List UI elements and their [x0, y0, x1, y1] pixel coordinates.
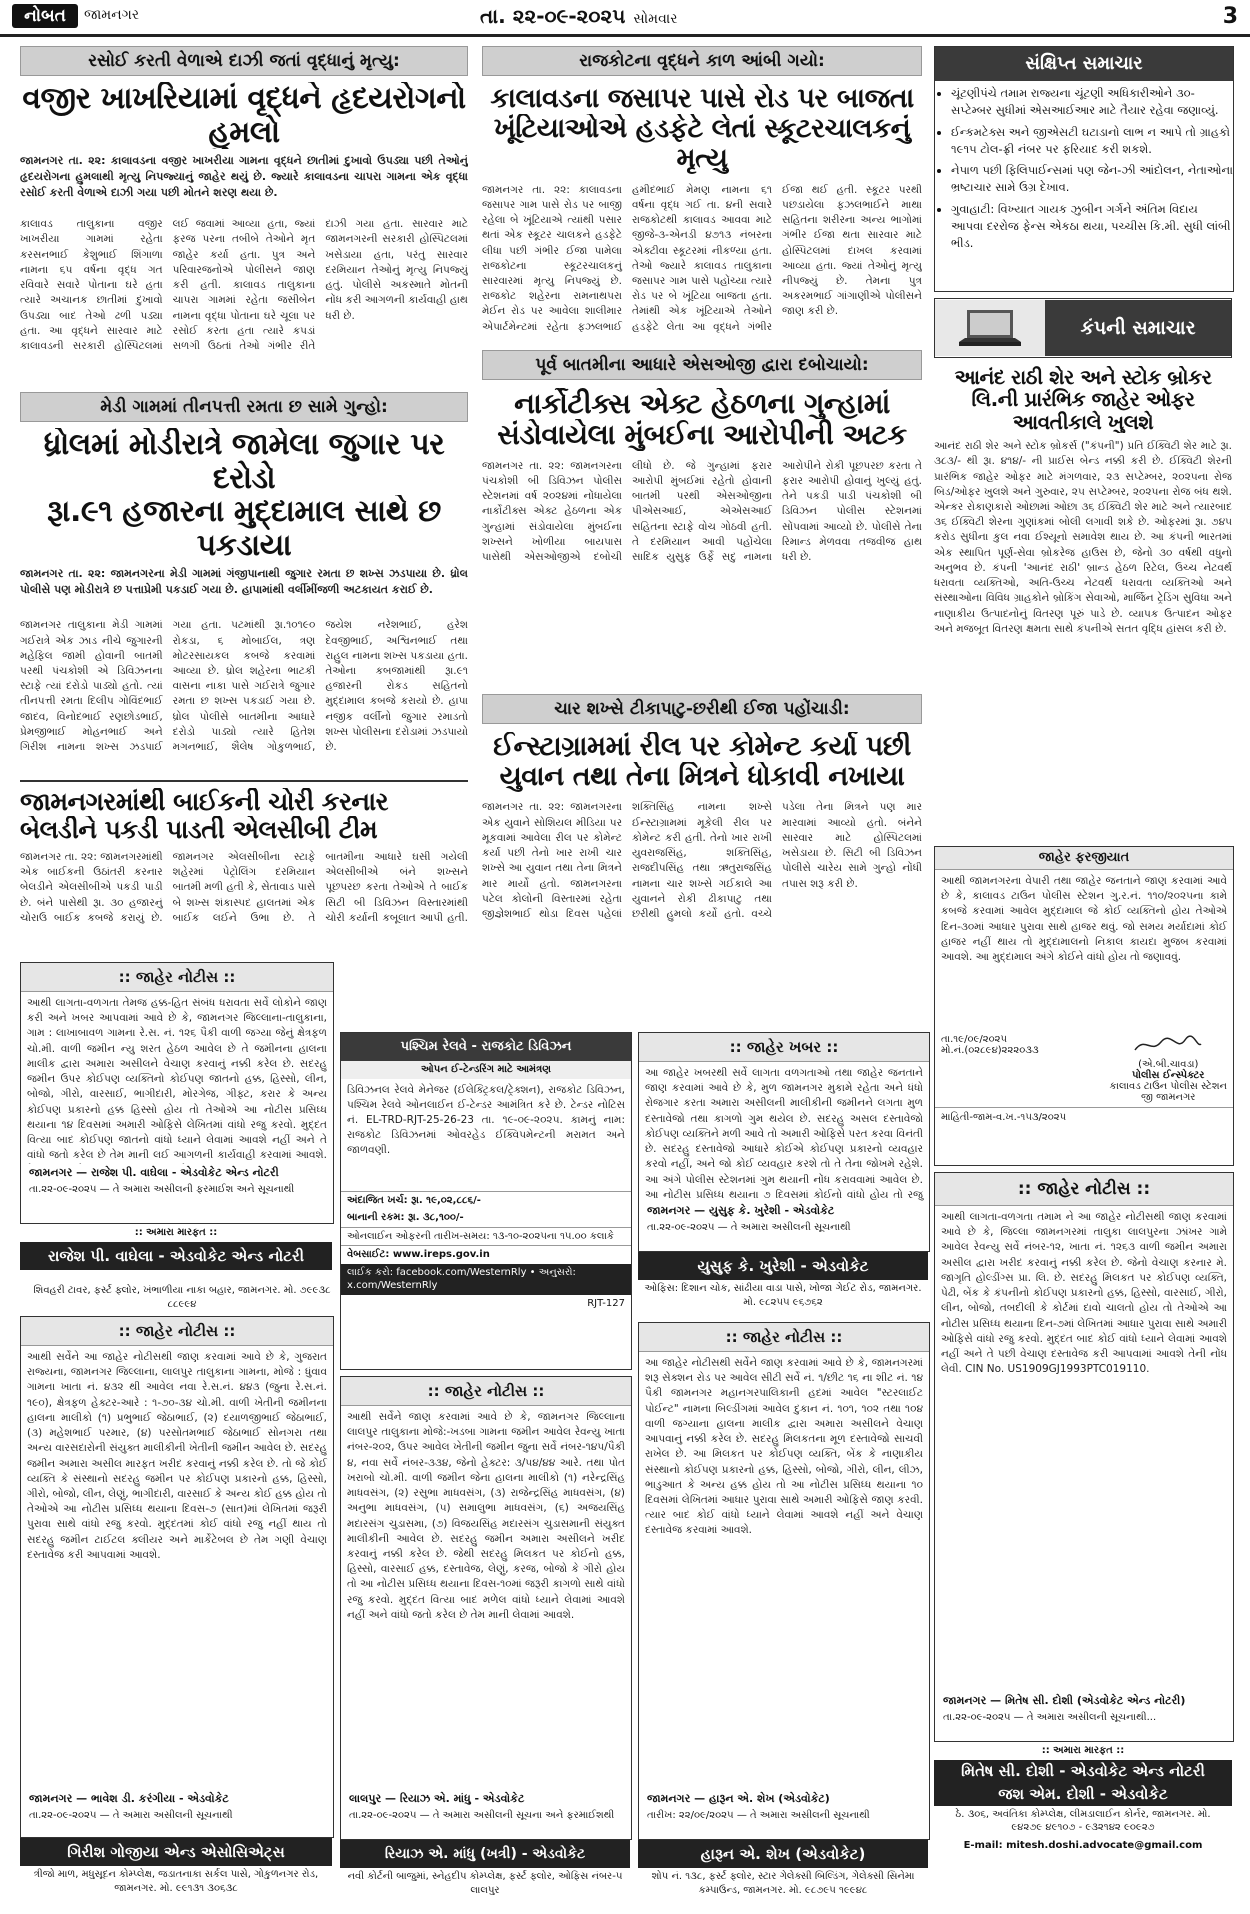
paper-logo: નોબત: [12, 4, 78, 28]
notice-firm-name: ગિરીશ ગોજીયા એન્ડ એસોસિએટ્સ: [20, 1838, 332, 1866]
company-news-header: [934, 298, 1232, 358]
notice-client: તે અમારા અસીલની સૂચનાથી...: [1026, 1712, 1157, 1723]
article-lead: જામનગર તા. ૨૨: જામનગરના મેડી ગામમાં ગંજીપાનાથી જુગાર રમતા છ શખ્સ ઝડપાયા છે. ધ્રોલ પોલીસે પણ મોડીરાત્રે છ પત્તાપ્રેમી પકડાઈ ગયા છે. હાપામાંથી વર્લીમીંજળી અટકાયત કરાઈ છે.: [20, 567, 468, 597]
company-news: [934, 298, 1232, 838]
notice-email[interactable]: E-mail: mitesh.doshi.advocate@gmail.com: [963, 1839, 1203, 1851]
police-body: આથી જામનગરના વેપારી તથા જાહેર જનતાને જાણ કરવામાં આવે છે કે, કાલાવડ ટાઉન પોલીસ સ્ટેશન ગુ.ર.નં. ૧૧૦/૨૦૨૫ના કામે કબજે કરવામાં આવેલ મુદ્દામાલ જે કોઈ વ્યક્તિનો હોય તેઓએ દિન-૩૦માં આધાર પુરાવા સાથે હાજર થવું. જો સમય મર્યાદામાં કોઈ હાજર નહીં થાય તો મુદ્દામાલનો નિકાલ કાયદા મુજબ કરવામાં આવશે. આ મુદ્દામાલ અંગે કોઈને વાંધો હોય તો જણાવવું.: [941, 875, 1227, 964]
article-body: કાલાવડ તાલુકાના વજીર ખાખરીયા ગામમાં રહેતા કરસનભાઈ કેશુભાઈ શિંગાળા નામના ૬૫ વર્ષના વૃદ્ધ ગત રવિવારે સવારે પોતાના ઘરે હતા ત્યારે અચાનક છાતીમાં દુખાવો ઉપડ્યા બાદ તેઓ ઢળી પડ્યા હતા. આ વૃદ્ધને સારવાર માટે કાલાવડની સરકારી હોસ્પિટલમાં લઈ જવામાં આવ્યા હતા, જ્યાં ફરજ પરના તબીબે તેઓને મૃત જાહેર કર્યા હતા. પુત્ર અને પરિવારજનોએ પોલીસને જાણ કરી હતી. કાલાવડ તાલુકાના ચાપરા ગામમાં રહેતા જસીબેન નામના વૃદ્ધા પોતાના ઘરે ચૂલા પર રસોઈ કરતા હતા ત્યારે કપડાં સળગી ઉઠતાં તેઓ ગંભીર રીતે દાઝી ગયા હતા. સારવાર માટે જામનગરની સરકારી હોસ્પિટલમાં ખસેડાયા હતા, પરંતુ સારવાર દરમિયાન તેઓનું મૃત્યુ નિપજ્યું હતું. પોલીસે અકસ્માતે મોતની નોંધ કરી આગળની કાર્યવાહી હાથ ધરી છે.: [20, 218, 468, 352]
notice-firm-name-2: જશ એમ. દોશી - એડવોકેટ: [934, 1782, 1232, 1806]
article-body: જામનગર તા. ૨૨: જામનગરના એક યુવાને સોશિયલ મીડિયા પર મૂકવામાં આવેલા રીલ પર કોમેન્ટ કર્યા પછી તેનો ખાર રાખી ચાર શખ્સે આ યુવાન તથા તેના મિત્રને માર માર્યો હતો. જામનગરના પટેલ કોલોની વિસ્તારમાં રહેતા જીજ્ઞેશભાઈ થોડા દિવસ પહેલાં શક્તિસિંહ નામના શખ્સે ઈન્સ્ટાગ્રામમાં મૂકેલી રીલ પર કોમેન્ટ કરી હતી. તેનો ખાર રાખી યુવરાજસિંહ, શક્તિસિંહ, રાજદીપસિંહ તથા ઋતુરાજસિંહ નામના ચાર શખ્સે ગઈકાલે આ યુવાનને રોકી ઢીકાપાટુ તથા છરીથી હુમલો કર્યો હતો. વચ્ચે પડેલા તેના મિત્રને પણ માર મારવામાં આવ્યો હતો. બંનેને સારવાર માટે હોસ્પિટલમાં ખસેડાયા છે. સિટી બી ડિવિઝન પોલીસે ચારેય સામે ગુન્હો નોંધી તપાસ શરૂ કરી છે.: [482, 801, 922, 920]
notice-karangiya: [20, 1316, 334, 1838]
notice-signatory: યુસુફ કે. ખુરેશી - એડવોકેટ: [708, 1204, 835, 1217]
police-rank: પોલીસ ઈન્સ્પેક્ટર: [1132, 1070, 1205, 1081]
notice-title: :: જાહેર નોટીસ ::: [639, 1323, 929, 1352]
notice-via: :: અમારા મારફત ::: [1041, 1745, 1125, 1756]
notice-riyaz-mandhu: [340, 1376, 632, 1840]
notice-footer-rajesh: [20, 1224, 332, 1280]
tender-closing: ઓનલાઈન ઓફરની તારીખ-સમય: ૧૩-૧૦-૨૦૨૫ના ૧૫.૦૦ કલાકે: [341, 1227, 631, 1246]
notice-place-text: જામનગર: [29, 1792, 73, 1805]
notice-place: જામનગર — મિતેષ સી. દોશી (એડવોકેટ એન્ડ નોટરી): [943, 1694, 1186, 1707]
article-headline: ધ્રોલમાં મોડીરાત્રે જામેલા જુગાર પર દરોડો: [43, 428, 445, 496]
article-subheadline: રૂા.૯૧ હજારના મુદ્દામાલ સાથે છ પકડાયા: [47, 495, 441, 563]
article-bike-theft: [20, 780, 468, 958]
notice-firm-name: યુસુફ કે. ખુરેશી - એડવોકેટ: [638, 1252, 928, 1280]
issue-date: તા. ૨૨-૦૯-૨૦૨૫: [480, 4, 626, 28]
article-body: જામનગર તાલુકાના મેડી ગામમાં ગઈરાત્રે એક ઝાડ નીચે જુગારની મહેફિલ જામી હોવાની બાતમી પરથી પંચકોશી એ ડિવિઝનના સ્ટાફે ત્યાં દરોડો પાડ્યો હતો. ત્યાં તીનપત્તી રમતા દિલીપ ગોવિંદભાઈ જાદવ, વિનોદભાઈ રણછોડભાઈ, પ્રેમજીભાઈ મોહનભાઈ અને ગિરીશ નામના શખ્સ ઝડપાઈ ગયા હતા. પટમાંથી રૂા.૧૦૧૯૦ રોકડા, ૬ મોબાઈલ, ત્રણ મોટરસાયકલ કબજે કરવામાં આવ્યા છે. ધ્રોલ શહેરના ભાટકી વાસના નાકા પાસે ગઈરાત્રે જુગાર રમતા છ શખ્સ પકડાઈ ગયા છે. ધ્રોલ પોલીસે બાતમીના આધારે દરોડો પાડ્યો ત્યારે હિતેશ મગનભાઈ, શૈલેષ ગોકુળભાઈ, જયેશ નરેશભાઈ, હરેશ દેવજીભાઈ, અશ્વિનભાઈ તથા રાહુલ નામના શખ્સ પકડાયા હતા. તેઓના કબજામાંથી રૂા.૯૧ હજારની રોકડ સહિતનો મુદ્દામાલ કબજે કરાયો છે. હાપા નજીક વર્લીનો જુગાર રમાડતો શખ્સ પોલીસના દરોડામાં ઝડપાયો છે.: [20, 619, 468, 754]
notice-title: :: જાહેર નોટીસ ::: [21, 963, 333, 992]
notice-date: તા.૨૨-૦૯-૨૦૨૫: [29, 1184, 97, 1195]
police-date: તા.૧૯/૦૯/૨૦૨૫: [941, 1034, 1008, 1045]
article-subheadline: યુવાન તથા તેના મિત્રને ધોકાવી નખાયા: [499, 762, 905, 793]
article-strap: રાજકોટના વૃદ્ધને કાળ આંબી ગયો:: [482, 46, 922, 76]
notice-client: તે અમારા અસીલની ફરમાઈશ અને સૂચનાથી: [112, 1184, 295, 1195]
notice-signatory: હારૂન એ. શેખ (એડવોકેટ): [708, 1792, 830, 1805]
police-sign: [1110, 1034, 1228, 1103]
tender-website[interactable]: વેબસાઈટ: www.ireps.gov.in: [341, 1245, 631, 1264]
notice-khabar-yusuf: [638, 1032, 930, 1252]
brief-item: • ચૂંટણીપંચે તમામ રાજ્યના ચૂંટણી અધિકારીઓને ૩૦-સપ્ટેમ્બર સુધીમાં એસઆઈઆર માટે તૈયાર રહેવા જણાવ્યું.: [951, 85, 1233, 120]
tender-body: ડિવિઝનલ રેલવે મેનેજર (ઈલેક્ટ્રિકલ/ટ્રેક્શન), રાજકોટ ડિવિઝન, પશ્ચિમ રેલવે ઓનલાઈન ઈ-ટેન્ડર આમંત્રિત કરે છે. ટેન્ડર નોટિસ નં. EL-TRD-RJT-25-26-23 તા. ૧૯-૦૯-૨૦૨૫. કામનું નામ: રાજકોટ ડિવિઝનમાં ઓવરહેડ ઈક્વિપમેન્ટની મરામત અને જાળવણી.: [347, 1083, 625, 1157]
notice-body: આથી લાગતા-વળગતા તમામ ને આ જાહેર નોટીસથી જાણ કરવામાં આવે છે કે, જિલ્લા જામનગરમાં તાલુકા લાલપુરના ઝાંખર ગામે આવેલ રેવન્યુ સર્વે નંબર-૧૨, ખાતા નં. ૧૨૬૩ વાળી જમીન અમારા અસીલ દ્વારા ખરીદ કરવાનું નક્કી કરેલ છે. જેનો વેચાણ કરનાર મે. જાગૃતિ હોલ્ડીંગ્સ પ્રા. લિ. છે. સદરહુ મિલકત પર કોઈપણ વ્યક્તિ, પેઢી, બેંક કે કંપનીનો કોઈપણ પ્રકારનો હક્ક, હિસ્સો, વારસાઈ, ગીરો, લીન, બોજો, તબદીલી કે કોર્ટમાં દાવો ચાલતો હોય તો તેઓએ આ નોટીસ પ્રસિધ્ધ થયાના દિન-૭માં લેખિતમાં આધાર પુરાવા સાથે અમારી ઓફિસે વાંધો રજુ કરવો. મુદ્દત બાદ કોઈ વાંધો ધ્યાને લેવામાં આવશે નહીં અને તે પછી વેચાણ દસ્તાવેજ કરી આપવામાં આવશે તેની નોંધ લેવી. CIN No. US1909GJ1993PTC019110.: [941, 1211, 1227, 1376]
masthead: [0, 0, 1250, 37]
article-subheadline: ખૂંટિયાઓએ હડફેટે લેતાં સ્કૂટરચાલકનું મૃત્યુ: [493, 114, 911, 175]
railway-tender: [340, 1032, 632, 1370]
notice-date-line: તા.૨૨-૦૯-૨૦૨૫ — તે અમારા અસીલની સૂચનાથી: [647, 1222, 851, 1233]
notice-title: :: જાહેર નોટીસ ::: [935, 1173, 1233, 1206]
notice-place: જામનગર — યુસુફ કે. ખુરેશી - એડવોકેટ: [647, 1204, 835, 1217]
tender-subtitle: ઓપન ઈ-ટેન્ડરિંગ માટે આમંત્રણ: [341, 1061, 631, 1079]
notice-client: તે અમારા અસીલની સૂચના અને ફરમાઈશથી: [432, 1810, 615, 1821]
laptop-icon: [935, 300, 1045, 356]
police-notice: [934, 846, 1234, 1166]
notice-date-line: તા.૨૨-૦૯-૨૦૨૫ — તે અમારા અસીલની સૂચનાથી: [29, 1810, 233, 1821]
article-headline: જામનગરમાંથી બાઈકની ચોરી કરનાર: [20, 788, 389, 816]
notice-firm-name: હારૂન એ. શેખ (એડવોકેટ): [638, 1840, 928, 1868]
notice-title: :: જાહેર નોટીસ ::: [21, 1317, 333, 1346]
notice-place-text: જામનગર: [29, 1166, 73, 1179]
article-strap: પૂર્વ બાતમીના આધારે એસઓજી દ્વારા દબોચાયો:: [482, 350, 922, 380]
notice-place-text: જામનગર: [647, 1792, 691, 1805]
article-subheadline: બેલડીને પકડી પાડતી એલસીબી ટીમ: [20, 816, 378, 844]
tender-title: પશ્ચિમ રેલવે - રાજકોટ ડિવિઝન: [341, 1033, 631, 1061]
notice-date: તારીખ: ૨૨/૦૯/૨૦૨૫: [647, 1810, 734, 1821]
notice-footer-riyaz: [340, 1840, 630, 1908]
notice-signatory: રિયાઝ એ. માંધુ - એડવોકેટ: [399, 1792, 525, 1805]
police-title: જાહેર ફરજીયાત: [935, 847, 1233, 870]
brief-item: • નેપાળ પછી ફિલિપાઈન્સમાં પણ જેન-ઝી આંદોલન, નેતાઓના ભ્રષ્ટાચાર સામે ઉગ્ર દેખાવ.: [951, 162, 1233, 197]
notice-title: :: જાહેર નોટીસ ::: [341, 1377, 631, 1406]
notice-address: ઓફિસ: દિશાન ચોક, સાંઢીયા વાડા પાસે, ખોજા ગેઈટ રોડ, જામનગર. મો. ૯૮૨૫૫ ૯૬૭૬૨: [644, 1283, 922, 1308]
notice-signatory: મિતેષ સી. દોશી (એડવોકેટ એન્ડ નોટરી): [1004, 1694, 1186, 1707]
notice-address: ત્રીજો માળ, મધુસૂદન કોમ્પ્લેક્ષ, જડાતનાકા સર્કલ પાસે, ગોકુળનગર રોડ, જામનગર. મો. ૯૯૧૩૧ ૩૦૬૩૮: [33, 1869, 319, 1894]
notice-signatory: ભાવેશ ડી. કરંગીયા - એડવોકેટ: [90, 1792, 229, 1805]
brief-title: સંક્ષિપ્ત સમાચાર: [935, 47, 1233, 81]
company-headline: આનંદ રાઠી શેર અને સ્ટોક બ્રોકર લિ.ની પ્રારંભિક જાહેર ઓફર આવતીકાલે ખુલશે: [954, 366, 1212, 434]
police-ref: માહિતી-જામ-વ.ખ.-૧૫૩/૨૦૨૫: [935, 1107, 1233, 1127]
article-dhrol-gambling: [20, 392, 468, 772]
notice-place-text: જામનગર: [647, 1204, 691, 1217]
article-vajir-khakhariya: [20, 46, 468, 386]
notice-date-line: તા.૨૨-૦૯-૨૦૨૫ — તે અમારા અસીલની ફરમાઈશ અને સૂચનાથી: [29, 1184, 295, 1195]
brief-list: [935, 85, 1233, 252]
notice-place: જામનગર — હારૂન એ. શેખ (એડવોકેટ): [647, 1792, 830, 1805]
article-body: જામનગર તા. ૨૨: જામનગરમાંથી એક બાઈકની ઉઠાંતરી કરનાર બેલડીને એલસીબીએ પકડી પાડી છે. બંને પાસેથી રૂા. ૩૦ હજારનું ચોરાઉ બાઈક કબજે કરાયું છે. જામનગર એલસીબીના સ્ટાફે શહેરમાં પેટ્રોલિંગ દરમિયાન બાતમી મળી હતી કે, સેતાવાડ પાસે બે શખ્સ શંકાસ્પદ હાલતમાં એક બાઈક લઈને ઉભા છે. તે બાતમીના આધારે ઘસી ગયેલી એલસીબીએ બંને શખ્સને પૂછપરછ કરતા તેઓએ તે બાઈક સિટી બી ડિવિઝન વિસ્તારમાંથી ચોરી કર્યાની કબૂલાત આપી હતી.: [20, 851, 468, 924]
article-strap: ચાર શખ્સે ટીકાપાટુ-છરીથી ઈજા પહોંચાડી:: [482, 694, 922, 724]
police-footer: [935, 1034, 1233, 1103]
notice-date: તા.૨૨-૦૯-૨૦૨૫: [943, 1712, 1011, 1723]
issue-day: સોમવાર: [633, 11, 678, 27]
police-left: [941, 1034, 1039, 1103]
notice-date: તા.૨૨-૦૯-૨૦૨૫: [647, 1222, 715, 1233]
article-headline: કાલાવડના જસાપર પાસે રોડ પર બાજતા: [490, 84, 914, 114]
brief-news: [934, 46, 1234, 292]
notice-footer-haroon: [638, 1840, 928, 1908]
notice-date: તા.૨૨-૦૯-૨૦૨૫: [29, 1810, 97, 1821]
article-body: જામનગર તા. ૨૨: કાલાવડના જસાપર ગામ પાસે રોડ પર બાજી રહેલા બે ખૂંટિયાએ ત્યાંથી પસાર થતાં એક સ્કૂટર ચાલકને હડફેટે લીધા પછી ગંભીર ઈજા પામેલા રાજકોટના સ્કૂટરચાલકનું સારવારમાં મૃત્યુ નિપજ્યું છે. રાજકોટ શહેરના રામનાથપરા મેઈન રોડ પર આવેલા શાલીમાર એપાર્ટમેન્ટમાં રહેતા ફઝલભાઈ હમીદભાઈ મેમણ નામના ૬૧ વર્ષના વૃદ્ધ ગઈ તા. ૪ની સવારે રાજકોટથી કાલાવડ આવવા માટે જીજે-૩-એનડી ૪૭૧૩ નંબરના એક્ટીવા સ્કૂટરમાં નીકળ્યા હતા. તેઓ જ્યારે કાલાવડ તાલુકાના જસાપર ગામ પાસે પહોંચ્યા ત્યારે રોડ પર બે ખૂંટિયા બાજતા હતા. તેમાંથી એક ખૂંટિયાએ તેઓને હડફેટે લેતા આ વૃદ્ધને ગંભીર ઈજા થઈ હતી. સ્કૂટર પરથી પછડાયેલા ફઝલભાઈને માથા સહિતના શરીરના અન્ય ભાગોમાં ગંભીર ઈજા થતા સારવાર માટે હોસ્પિટલમાં દાખલ કરવામાં આવ્યા હતા. જ્યાં તેઓનું મૃત્યુ નીપજ્યું છે. તેમના પુત્ર અકરમભાઈ ગાંગાણીએ પોલીસને જાણ કરી છે.: [482, 183, 922, 333]
brief-item: • ગુવાહાટી: વિખ્યાત ગાયક ઝુબીન ગર્ગને અંતિમ વિદાય આપવા દરરોજ ફેન્સ એકઠા થયા, પચ્ચીસ કિ.મી. સુધી લાંબી ભીડ.: [951, 201, 1233, 253]
notice-footer-yusuf: [638, 1252, 928, 1316]
article-headline: નાર્કોટીક્સ એક્ટ હેઠળના ગુન્હામાં: [514, 388, 890, 420]
police-phone: મો.નં.(૦૨૮૯૪)૨૨૨૦૩૩: [941, 1045, 1039, 1056]
notice-address: શોપ નં. ૧૩૮, ફર્સ્ટ ફ્લોર, સ્ટાર ગેલેક્સી બિલ્ડિંગ, ગેલેક્સી સિનેમા કમ્પાઉન્ડ, જામનગર. મો. ૯૮૭૯૫ ૧૯૯૪૮: [651, 1871, 915, 1896]
notice-date-line: તા.૨૨-૦૯-૨૦૨૫ — તે અમારા અસીલની સૂચના અને ફરમાઈશથી: [349, 1810, 615, 1821]
signature-icon: [1133, 1034, 1203, 1056]
notice-place-text: લાલપુર: [349, 1792, 382, 1805]
notice-body: આ જાહેર ખબરથી સર્વે લાગતા વળગતાઓ તથા જાહેર જનતાને જાણ કરવામાં આવે છે કે, મુળ જામનગર મુકામે રહેતા અને ધંધો રોજગાર કરતા અમારા અસીલની માલીકીની જમીનને લગતા મુળ દસ્તાવેજો તથા કાગળો ગુમ થયેલ છે. સદરહુ અસલ દસ્તાવેજો કોઈપણ વ્યક્તિને મળી આવે તો અમારી ઓફિસે પરત કરવા વિનંતી છે. સદરહુ દસ્તાવેજો આધારે કોઈએ કોઈપણ પ્રકારનો વ્યવહાર કરવો નહીં, અને જો કોઈ વ્યવહાર કરશે તો તે તેના જોખમે રહેશે. આ અંગે પોલીસ સ્ટેશનમાં ગુમ થયાની નોંધ કરાવવામાં આવેલ છે. આ નોટીસ પ્રસિધ્ધ થયાના ૭ દિવસમાં કોઈનો વાંધો હોય તો રજુ: [645, 1067, 923, 1201]
tender-emd: બાનાની રકમ: રૂા. ૩૮,૧૦૦/-: [347, 1212, 464, 1223]
notice-firm-name: રાજેશ પી. વાઘેલા - એડવોકેટ એન્ડ નોટરી: [20, 1242, 332, 1270]
notice-place: લાલપુર — રિયાઝ એ. માંધુ - એડવોકેટ: [349, 1792, 525, 1805]
page-number: 3: [1222, 4, 1238, 29]
company-body: આનંદ રાઠી શેર અને સ્ટોક બ્રોકર્સ ("કંપની") પ્રતિ ઈક્વિટી શેર માટે રૂા. ૩૮૩/- થી રૂા. ૪૧૪/- ની પ્રાઈસ બેન્ડ નક્કી કરી છે. ઈક્વિટી શેરની પ્રારંભિક જાહેર ઓફર માટે મંગળવાર, ૨૩ સપ્ટેમ્બર, ૨૦૨૫ના રોજ બિડ/ઓફર ખુલશે અને ગુરુવાર, ૨૫ સપ્ટેમ્બર, ૨૦૨૫ના રોજ બંધ થશે. એન્કર રોકાણકારો ઓછામાં ઓછા ૩૬ ઈક્વિટી શેર માટે અને ત્યારબાદ ૩૬ ઈક્વિટી શેરના ગુણાંકમાં બોલી લગાવી શકે છે. ઓફરમાં રૂા. ૭૪૫ કરોડ સુધીના કુલ નવા ઈશ્યૂનો સમાવેશ થાય છે. આ કંપની ભારતમાં એક સ્થાપિત પૂર્ણ-સેવા બ્રોકરેજ હાઉસ છે, જેનો ૩૦ વર્ષથી વધુનો અનુભવ છે. કંપની 'આનંદ રાઠી' બ્રાન્ડ હેઠળ રિટેલ, ઉચ્ચ નેટવર્થ ધરાવતા વ્યક્તિઓ, અતિ-ઉચ્ચ નેટવર્થ ધરાવતા વ્યક્તિઓ અને સંસ્થાઓના વિવિધ ગ્રાહકોને બ્રોકિંગ સેવાઓ, માર્જિન ટ્રેડિંગ સુવિધા અને નાણાકીય ઉત્પાદનોનું વિતરણ પૂરું પાડે છે. વ્યાપક ઉત્પાદન ઓફર અને મજબૂત વિતરણ ક્ષમતા સાથે કંપનીએ સતત વૃદ્ધિ હાંસલ કરી છે.: [934, 440, 1232, 635]
article-subheadline: સંડોવાયેલા મુંબઈના આરોપીની અટક: [497, 419, 907, 451]
company-news-tag: કંપની સમાચાર: [1045, 300, 1231, 356]
notice-client: તે અમારા અસીલની સૂચનાથી: [750, 1810, 870, 1821]
notice-via: :: અમારા મારફત ::: [134, 1227, 218, 1238]
article-headline: ઈન્સ્ટાગ્રામમાં રીલ પર કોમેન્ટ કર્યા પછી: [493, 732, 911, 762]
notice-firm-name: મિતેષ સી. દોશી - એડવોકેટ એન્ડ નોટરી: [934, 1760, 1232, 1782]
tender-social[interactable]: લાઈક કરો: facebook.com/WesternRly • અનુસરો: x.com/WesternRly: [341, 1264, 631, 1295]
article-jasapar-accident: [482, 46, 922, 346]
tender-cost: અંદાજિત ખર્ચ: રૂા. ૧૯,૦૨,૮૮૬/-: [341, 1191, 631, 1210]
notice-address: શિવહરી ટાવર, ફર્સ્ટ ફ્લોર, ખંભાળીયા નાકા બહાર, જામનગર. મો. ૭૯૯૩૮ ૮૮૯૯૪: [33, 1285, 331, 1310]
notice-date-line: તારીખ: ૨૨/૦૯/૨૦૨૫ — તે અમારા અસીલની સૂચનાથી: [647, 1810, 870, 1821]
notice-signatory: રાજેશ પી. વાઘેલા - એડવોકેટ એન્ડ નોટરી: [90, 1166, 279, 1179]
article-headline: વજીર ખાખરિયામાં વૃદ્ધને હૃદયરોગનો હુમલો: [22, 82, 466, 150]
masthead-city: જામનગર: [84, 7, 140, 23]
notice-title: :: જાહેર ખબર ::: [639, 1033, 929, 1062]
police-signer: (એ.બી.ચાવડા): [1138, 1059, 1199, 1070]
notice-body: આ જાહેર નોટીસથી સર્વેને જાણ કરવામાં આવે છે કે, જામનગરમાં શરૂ સેક્શન રોડ પર આવેલ સીટી સર્વે નં. ૧/છીટ ૧૬ ના શીટ નં. ૧૪ પૈકી જામનગર મહાનગરપાલિકાની હદમાં આવેલ "સ્ટરલાઈટ પોઈન્ટ" નામના બિલ્ડીંગમાં આવેલ દુકાન નં. ૧૦૧, ૧૦૨ તથા ૧૦૪ વાળી જગ્યાના હાલના માલીક દ્વારા અમારા અસીલને વેચાણ આપવાનું નક્કી કરેલ છે. સદરહુ મિલકતના મૂળ દસ્તાવેજો સાચવી રાખેલ છે. આ મિલકત પર કોઈપણ વ્યક્તિ, બેંક કે નાણાકીય સંસ્થાનો કોઈપણ પ્રકારનો હક્ક, હિસ્સો, બોજો, ગીરો, લીન, લીઝ, ભાડુઆત કે અન્ય હક્ક હોય તો આ નોટીસ પ્રસિધ્ધ થયાના ૧૦ દિવસમાં લેખિતમાં આધાર પુરાવા સાથે અમારી ઓફિસે જાણ કરવી. ત્યાર બાદ કોઈ વાંધો ધ્યાને લેવામાં આવશે નહીં અને વેચાણ દસ્તાવેજ કરવામાં આવશે.: [645, 1357, 923, 1537]
notice-firm-name: રિયાઝ એ. માંધુ (ખત્રી) - એડવોકેટ: [340, 1840, 630, 1868]
tender-ref: RJT-127: [587, 1297, 625, 1309]
notice-client: તે અમારા અસીલની સૂચનાથી: [112, 1810, 233, 1821]
notice-date: તા.૨૨-૦૯-૨૦૨૫: [349, 1810, 417, 1821]
notice-client: તે અમારા અસીલની સૂચનાથી: [730, 1222, 851, 1233]
notice-rajesh-vaghela: [20, 962, 334, 1224]
notice-footer-mitesh: [934, 1742, 1232, 1908]
police-station: કાલાવડ ટાઉન પોલીસ સ્ટેશન: [1109, 1081, 1227, 1092]
notice-place-text: જામનગર: [943, 1694, 987, 1707]
notice-address: ઠે. ૩૦૬, અવંતિકા કોમ્પ્લેક્ષ, લીમડાલાઈન કોર્નર, જામનગર. મો. ૯૪૨૭૯ ૪૯૧૦૭ - ૯૩૨૧૪૨ ૯૦૯૨૭: [955, 1808, 1211, 1833]
notice-body: આથી સર્વેને આ જાહેર નોટીસથી જાણ કરવામાં આવે છે કે, ગુજરાત રાજ્યના, જામનગર જિલ્લાના, લાલપુર તાલુકાના ગામના, મોજે : ધુંવાવ ગામના ખાતા નં. ૪૩૨ થી આવેલ નવા રે.સ.નં. ૪૪૩ (જુના રે.સ.નં. ૧૯૦), ક્ષેત્રફળ હેક્ટર-આરે : ૧-૭૦-૩૪ ચો.મી. વાળી ખેતીની જમીનના હાલના માલીકો (૧) પ્રભુભાઈ જેઠાભાઈ, (૨) દયાળજીભાઈ જેઠાભાઈ, (૩) મહેશભાઈ પરમાર, (૪) પરસોતમભાઈ જેઠાભાઈ સોનગરા તથા અન્ય વારસદારોની સંયુક્ત માલીકીની ખેતીની જમીન આવેલ છે. સદરહુ જમીન અમારા અસીલ મારફત ખરીદ કરવાનું નક્કી કરેલ છે. તો જે કોઈ વ્યક્તિ કે સંસ્થાનો સદરહુ જમીન પર કોઈપણ પ્રકારનો હક્ક, હિસ્સો, ગીરો, બોજો, લીન, લેણું, ભાગીદારી, વારસાઈ કે અન્ય કોઈ હક્ક હોય તો તેઓએ આ નોટીસ પ્રસિધ્ધ થયાના દિવસ-૭ (સાત)માં લેખિતમાં જરૂરી પુરાવા સાથે વાંધો રજુ કરવો. મુદ્દતમાં કોઈ વાંધો રજુ નહીં થાય તો સદરહુ જમીન ટાઈટલ ક્લીયર અને માર્કેટેબલ છે તેમ ગણી વેચાણ દસ્તાવેજ કરી આપવામાં આવશે.: [27, 1351, 327, 1561]
notice-body: આથી લાગતા-વળગતા તેમજ હક્ક-હિત સંબંધ ધરાવતા સર્વે લોકોને જાણ કરી અને ખબર આપવામાં આવે છે કે, જામનગર જિલ્લાના-તાલુકાના, ગામ : લાખાબાવળ ગામના રે.સ. નં. ૧૨૬ પૈકી વાળી જગ્યા જેનું ક્ષેત્રફળ ચો.મી. વાળી જમીન ન્યુ શરત હેઠળ આવેલ છે તે જમીનના હાલના માલીક દ્વારા અમારા અસીલને વેચાણ કરવાનું નક્કી કરેલ છે. સદરહુ જમીન ઉપર કોઈપણ વ્યક્તિનો કોઈપણ જાતનો હક્ક, હિસ્સો, લીન, બોજો, ગીરો, વારસાઈ, ભાગીદારી, મોરગેજ, ગીફ્ટ, કરાર કે અન્ય કોઈપણ પ્રકારનો હક્ક હિસ્સો હોય તો તેઓએ આ નોટીસ પ્રસિધ્ધ થયાના ૧૪ દિવસમાં અમારી ઓફિસે લેખિતમાં વાંધો રજુ કરવો. મુદ્દત વિત્યા બાદ કોઈપણ જાતનો વાંધો ધ્યાને લેવામાં આવશે નહીં અને તે વાંધો જતો કરેલ છે તેમ માની લઈ આગળની કાર્યવાહી કરવામાં આવશે.: [27, 997, 327, 1162]
notice-place: જામનગર — રાજેશ પી. વાઘેલા - એડવોકેટ એન્ડ નોટરી: [29, 1166, 279, 1179]
article-body: જામનગર તા. ૨૨: જામનગરના પંચકોશી બી ડિવિઝન પોલીસ સ્ટેશનમાં વર્ષ ૨૦૨૪માં નોંધાયેલા નાર્કોટીક્સ એક્ટ હેઠળના એક ગુન્હામાં સંડોવાયેલા મુંબઈના શખ્સને ખોળીયા બાયપાસ પાસેથી એસઓજીએ દબોચી લીધો છે. જે ગુન્હામાં ફરાર આરોપી મુંબઈમાં રહેતો હોવાની બાતમી પરથી એસઓજીના પીએસઆઈ, એએસઆઈ સહિતના સ્ટાફે વોચ ગોઠવી હતી. તે દરમિયાન આવી પહોંચેલા સાદિક યુસુફ ઉર્ફે સદુ નામના આરોપીને રોકી પૂછપરછ કરતા તે ફરાર આરોપી હોવાનું ખુલ્યું હતું. તેને પકડી પાડી પંચકોશી બી ડિવિઝન પોલીસ સ્ટેશનમાં સોંપવામાં આવ્યો છે. પોલીસે તેના રિમાન્ડ મેળવવા તજવીજ હાથ ધરી છે.: [482, 459, 922, 564]
notice-mitesh-doshi: [934, 1172, 1234, 1742]
notice-date-line: તા.૨૨-૦૯-૨૦૨૫ — તે અમારા અસીલની સૂચનાથી...: [943, 1712, 1157, 1723]
notice-body: આથી સર્વેને જાણ કરવામાં આવે છે કે, જામનગર જિલ્લાના લાલપુર તાલુકાના મોજે:-ખડબા ગામના જમીન આવેલ રેવન્યુ ખાતા નંબર-૨૦૨, ઉપર આવેલ ખેતીની જમીન જુના સર્વે નંબર-૧૪૫/પૈકી ૪, નવા સર્વે નંબર-૩૩૪, જેનો હેક્ટર: ૩/૫૪/૪૪ આરે. તથા પોત ખરાબો ચો.મી. વાળી જમીન જેના હાલના માલીકો (૧) નરેન્દ્રસિંહ માધવસંગ, (૨) રસુભા માધવસંગ, (૩) રાજેન્દ્રસિંહ માધવસંગ, (૪) અનુભા માધવસંગ, (૫) સમાલુભા માધવસંગ, (૬) અજયસિંહ મદારસંગ ચુડાસમા, (૭) વિજયસિંહ મદારસંગ ચુડાસમાની સંયુક્ત માલીકીની આવેલ છે. સદરહુ જમીન અમારા અસીલને ખરીદ કરવાનું નક્કી કરેલ છે. જેથી સદરહુ મિલકત પર કોઈનો હક્ક, હિસ્સો, વારસાઈ હક્ક, દસ્તાવેજ, લેણું, કરજ, બોજો કે ગીરો હોય તો આ નોટીસ પ્રસિધ્ધ થયાના દિવસ-૧૦માં જરૂરી કાગળો સાથે વાંધો રજુ કરવો. મુદ્દત વિત્યા બાદ મળેલ વાંધો ધ્યાને લેવામાં આવશે નહીં અને વાંધો જતો કરેલ છે તેમ માની લેવામાં આવશે.: [347, 1411, 625, 1621]
notice-address: નવી કોર્ટની બાજુમાં, સ્નેહદીપ કોમ્પ્લેક્ષ, ફર્સ્ટ ફ્લોર, ઓફિસ નંબર-૫ લાલપુર: [347, 1871, 623, 1896]
notice-footer-girish: [20, 1838, 332, 1908]
notice-haroon-shaikh: [638, 1322, 930, 1840]
masthead-date: [480, 4, 677, 28]
article-strap: રસોઈ કરતી વેળાએ દાઝી જતાં વૃદ્ધાનું મૃત્યુ:: [20, 46, 468, 76]
article-narcotics: [482, 350, 922, 690]
brief-item: • ઈન્કમટેક્સ અને જીએસટી ઘટાડાનો લાભ ન આપે તો ગ્રાહકો ૧૯૧૫ ટોલ-ફ્રી નંબર પર ફરિયાદ કરી શકશે.: [951, 124, 1233, 159]
police-district: જી જામનગર: [1141, 1092, 1196, 1103]
article-strap: મેડી ગામમાં તીનપત્તી રમતા છ સામે ગુન્હો:: [20, 392, 468, 422]
article-lead: જામનગર તા. ૨૨: કાલાવડના વજીર ખાખરીયા ગામના વૃદ્ધને છાતીમાં દુખાવો ઉપડ્યા પછી તેઓનું હૃદયરોગના હુમલાથી મૃત્યુ નિપજ્યાનું જાહેર થયું છે. જ્યારે કાલાવડના ચાપરા ગામના એક વૃદ્ધા રસોઈ કરતી વેળાએ દાઝી ગયા પછી મોતને શરણ થયા છે.: [20, 154, 468, 200]
notice-place: જામનગર — ભાવેશ ડી. કરંગીયા - એડવોકેટ: [29, 1792, 229, 1805]
article-instagram-reel: [482, 694, 922, 1024]
